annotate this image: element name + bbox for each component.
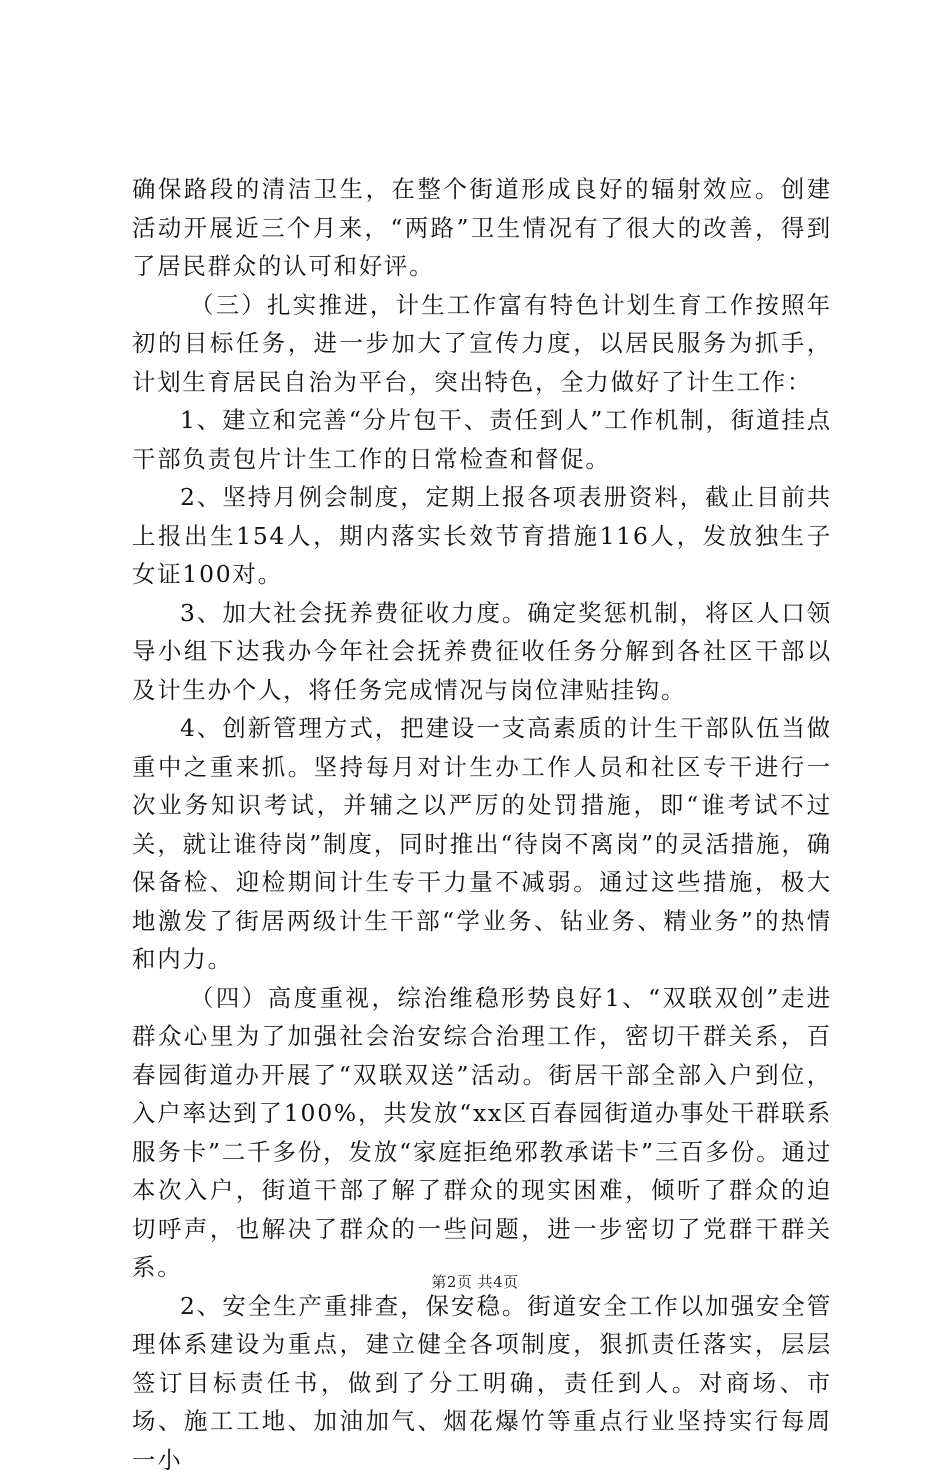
- paragraph-4: 2、坚持月例会制度，定期上报各项表册资料，截止目前共上报出生154人，期内落实长效节育措施116人，发放独生子女证100对。: [132, 478, 832, 594]
- paragraph-7: （四）高度重视，综治维稳形势良好1、“双联双创”走进群众心里为了加强社会治安综合治理工作，密切干群关系，百春园街道办开展了“双联双送”活动。街居干部全部入户到位，入户率达到了100%，共发放“xx区百春园街道办事处干群联系服务卡”二千多份，发放“家庭拒绝邪教承诺卡”三百多份。通过本次入户，街道干部了解了群众的现实困难，倾听了群众的迫切呼声，也解决了群众的一些问题，进一步密切了党群干群关系。: [132, 979, 832, 1287]
- page-footer: 第2页 共4页: [0, 1271, 950, 1292]
- paragraph-8: 2、安全生产重排查，保安稳。街道安全工作以加强安全管理体系建设为重点，建立健全各项制度，狠抓责任落实，层层签订目标责任书，做到了分工明确，责任到人。对商场、市场、施工工地、加油加气、烟花爆竹等重点行业坚持实行每周一小: [132, 1287, 832, 1479]
- paragraph-1: 确保路段的清洁卫生，在整个街道形成良好的辐射效应。创建活动开展近三个月来，“两路”卫生情况有了很大的改善，得到了居民群众的认可和好评。: [132, 170, 832, 286]
- paragraph-3: 1、建立和完善“分片包干、责任到人”工作机制，街道挂点干部负责包片计生工作的日常检查和督促。: [132, 401, 832, 478]
- paragraph-5: 3、加大社会抚养费征收力度。确定奖惩机制，将区人口领导小组下达我办今年社会抚养费征收任务分解到各社区干部以及计生办个人，将任务完成情况与岗位津贴挂钩。: [132, 594, 832, 710]
- paragraph-2: （三）扎实推进，计生工作富有特色计划生育工作按照年初的目标任务，进一步加大了宣传力度，以居民服务为抓手，计划生育居民自治为平台，突出特色，全力做好了计生工作：: [132, 286, 832, 402]
- paragraph-6: 4、创新管理方式，把建设一支高素质的计生干部队伍当做重中之重来抓。坚持每月对计生办工作人员和社区专干进行一次业务知识考试，并辅之以严厉的处罚措施，即“谁考试不过关，就让谁待岗”制度，同时推出“待岗不离岗”的灵活措施，确保备检、迎检期间计生专干力量不减弱。通过这些措施，极大地激发了街居两级计生干部“学业务、钻业务、精业务”的热情和内力。: [132, 709, 832, 979]
